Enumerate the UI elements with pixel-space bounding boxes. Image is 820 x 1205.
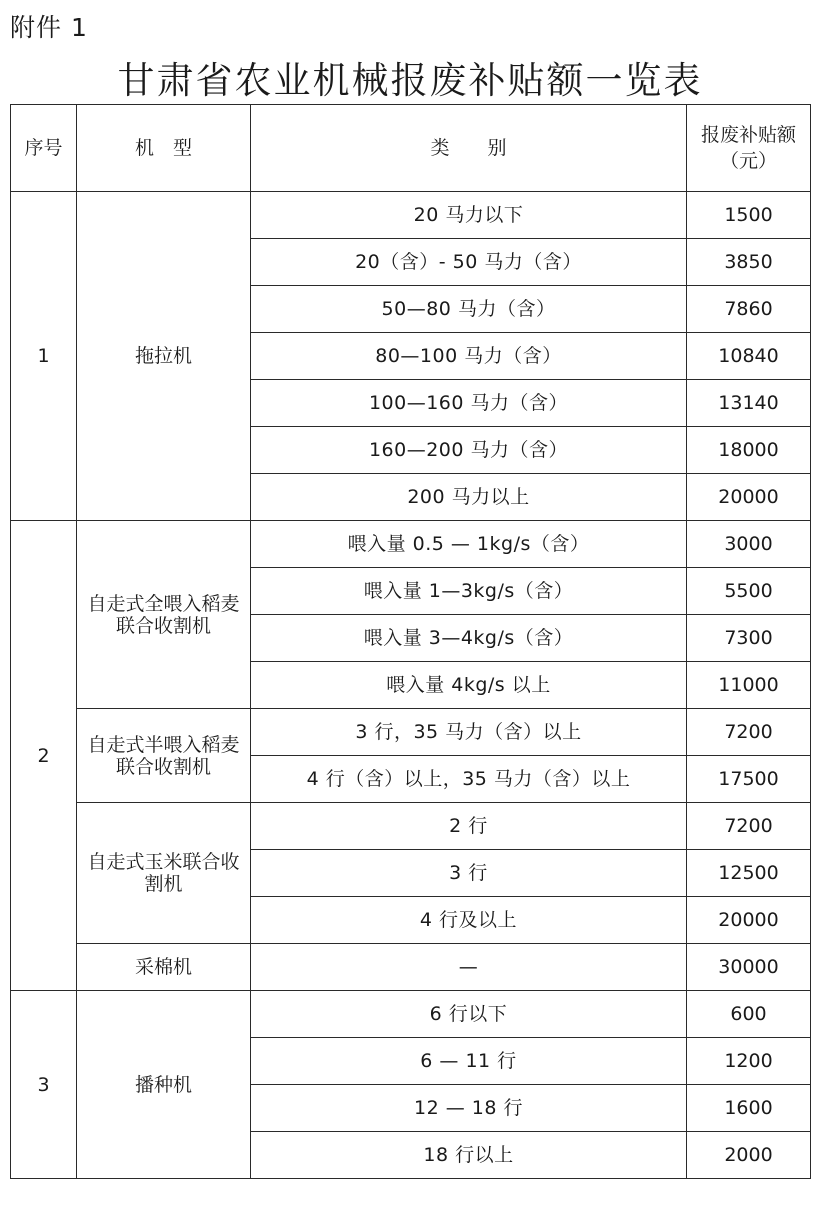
amount-cell: 10840 xyxy=(687,333,811,380)
table-row xyxy=(11,944,811,991)
attachment-label: 附件 1 xyxy=(10,13,88,42)
category-cell: 20（含）- 50 马力（含） xyxy=(251,239,687,286)
header-seq: 序号 xyxy=(11,105,77,192)
category-cell: 160—200 马力（含） xyxy=(251,427,687,474)
category-cell: 50—80 马力（含） xyxy=(251,286,687,333)
amount-cell: 30000 xyxy=(687,944,811,991)
table-row xyxy=(11,709,811,756)
category-cell: 200 马力以上 xyxy=(251,474,687,521)
header-amount: 报废补贴额（元） xyxy=(687,105,811,192)
category-cell: 喂入量 0.5 — 1kg/s（含） xyxy=(251,521,687,568)
machine-cell: 自走式玉米联合收割机 xyxy=(77,803,251,944)
machine-cell: 自走式半喂入稻麦联合收割机 xyxy=(77,709,251,803)
amount-cell: 1500 xyxy=(687,192,811,239)
amount-cell: 7200 xyxy=(687,709,811,756)
category-cell: 4 行（含）以上，35 马力（含）以上 xyxy=(251,756,687,803)
category-cell: 6 — 11 行 xyxy=(251,1038,687,1085)
amount-cell: 2000 xyxy=(687,1132,811,1179)
machine-cell: 自走式全喂入稻麦联合收割机 xyxy=(77,521,251,709)
amount-cell: 600 xyxy=(687,991,811,1038)
category-cell: 100—160 马力（含） xyxy=(251,380,687,427)
machine-cell: 拖拉机 xyxy=(77,192,251,521)
seq-cell: 1 xyxy=(11,192,77,521)
table-row xyxy=(11,192,811,239)
category-cell: 喂入量 4kg/s 以上 xyxy=(251,662,687,709)
table-row xyxy=(11,521,811,568)
category-cell: 18 行以上 xyxy=(251,1132,687,1179)
amount-cell: 1200 xyxy=(687,1038,811,1085)
seq-cell: 2 xyxy=(11,521,77,991)
category-cell: 3 行 xyxy=(251,850,687,897)
subsidy-table xyxy=(10,104,811,1179)
category-cell: 20 马力以下 xyxy=(251,192,687,239)
machine-cell: 播种机 xyxy=(77,991,251,1179)
category-cell: 喂入量 1—3kg/s（含） xyxy=(251,568,687,615)
category-cell: 4 行及以上 xyxy=(251,897,687,944)
amount-cell: 17500 xyxy=(687,756,811,803)
category-cell: 6 行以下 xyxy=(251,991,687,1038)
table-row xyxy=(11,803,811,850)
category-cell: 3 行，35 马力（含）以上 xyxy=(251,709,687,756)
page-title: 甘肃省农业机械报废补贴额一览表 xyxy=(117,59,703,102)
amount-cell: 7300 xyxy=(687,615,811,662)
category-cell: 80—100 马力（含） xyxy=(251,333,687,380)
amount-cell: 12500 xyxy=(687,850,811,897)
amount-cell: 20000 xyxy=(687,474,811,521)
category-cell: 12 — 18 行 xyxy=(251,1085,687,1132)
header-category: 类 别 xyxy=(251,105,687,192)
amount-cell: 3000 xyxy=(687,521,811,568)
amount-cell: 5500 xyxy=(687,568,811,615)
amount-cell: 11000 xyxy=(687,662,811,709)
amount-cell: 7860 xyxy=(687,286,811,333)
table-row xyxy=(11,991,811,1038)
seq-cell: 3 xyxy=(11,991,77,1179)
machine-cell: 采棉机 xyxy=(77,944,251,991)
category-cell: 喂入量 3—4kg/s（含） xyxy=(251,615,687,662)
amount-cell: 18000 xyxy=(687,427,811,474)
amount-cell: 20000 xyxy=(687,897,811,944)
amount-cell: 1600 xyxy=(687,1085,811,1132)
amount-cell: 7200 xyxy=(687,803,811,850)
category-cell: — xyxy=(251,944,687,991)
header-machine: 机 型 xyxy=(77,105,251,192)
category-cell: 2 行 xyxy=(251,803,687,850)
amount-cell: 13140 xyxy=(687,380,811,427)
table-header-row xyxy=(11,105,811,192)
amount-cell: 3850 xyxy=(687,239,811,286)
